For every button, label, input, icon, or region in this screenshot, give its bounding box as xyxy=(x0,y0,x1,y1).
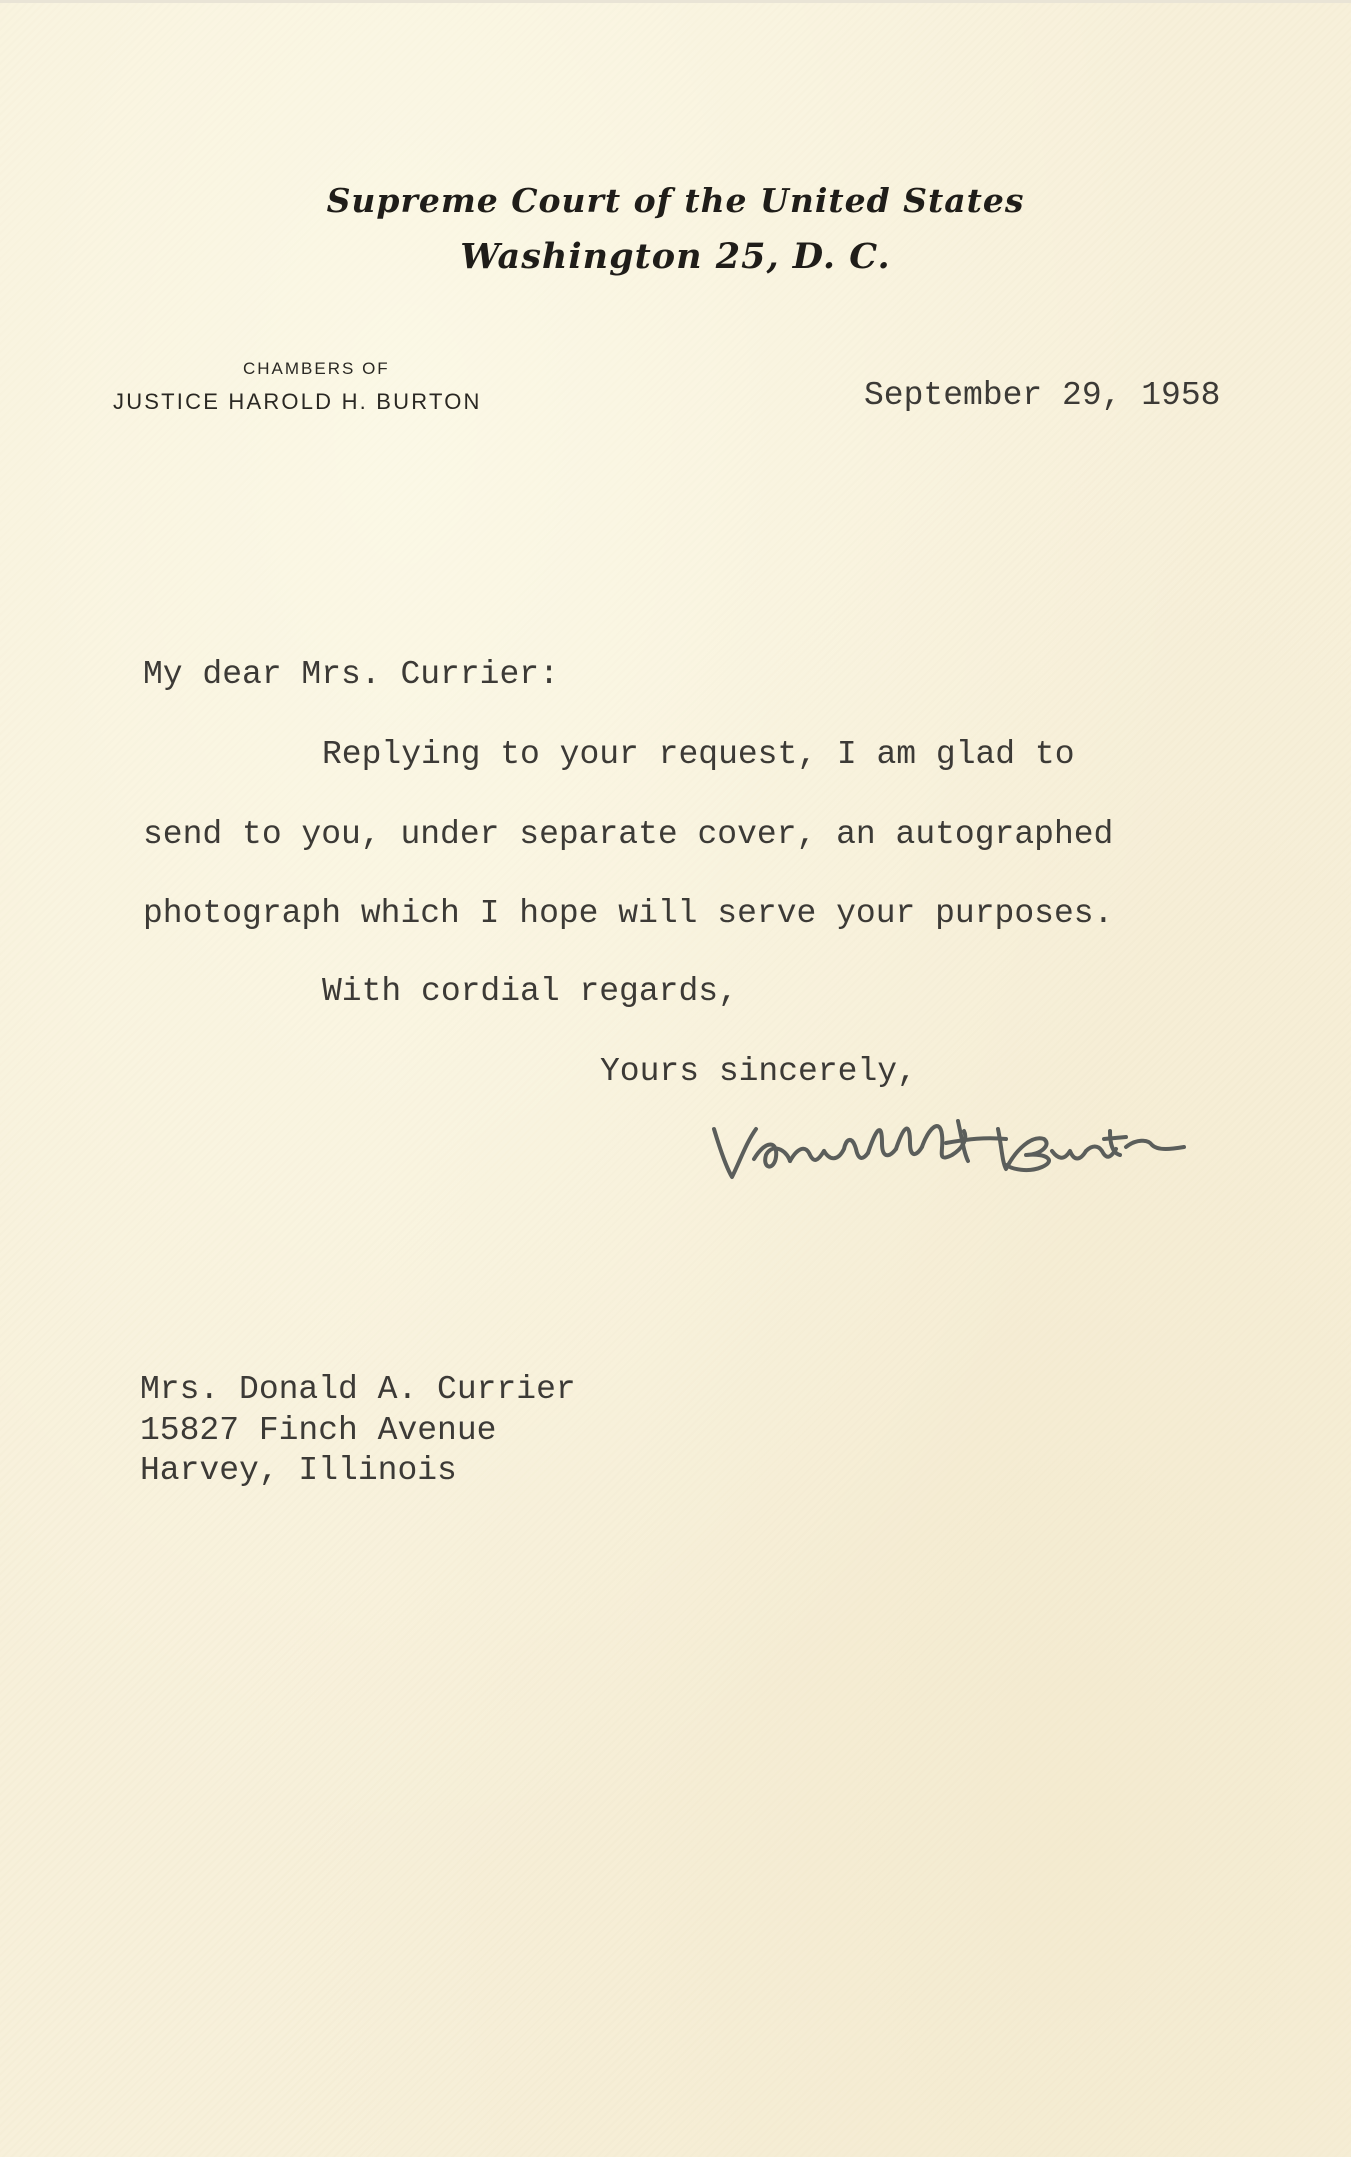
closing-line: Yours sincerely, xyxy=(600,1053,917,1090)
handwritten-signature xyxy=(706,1099,1192,1199)
regards-line: With cordial regards, xyxy=(322,973,738,1010)
salutation: My dear Mrs. Currier: xyxy=(143,656,559,693)
chambers-label: CHAMBERS OF xyxy=(243,359,390,378)
body-line: Replying to your request, I am glad to xyxy=(322,736,1075,773)
letterhead-location: Washington 25, D. C. xyxy=(460,236,891,277)
recipient-street: 15827 Finch Avenue xyxy=(140,1412,497,1449)
letterhead-court-name: Supreme Court of the United States xyxy=(326,181,1025,220)
recipient-city: Harvey, Illinois xyxy=(140,1452,457,1489)
body-line: photograph which I hope will serve your purposes. xyxy=(143,895,1114,932)
recipient-name: Mrs. Donald A. Currier xyxy=(140,1371,576,1408)
letter-date: September 29, 1958 xyxy=(864,377,1221,414)
body-line: send to you, under separate cover, an autographed xyxy=(143,816,1114,853)
chambers-justice-name: JUSTICE HAROLD H. BURTON xyxy=(113,389,482,414)
